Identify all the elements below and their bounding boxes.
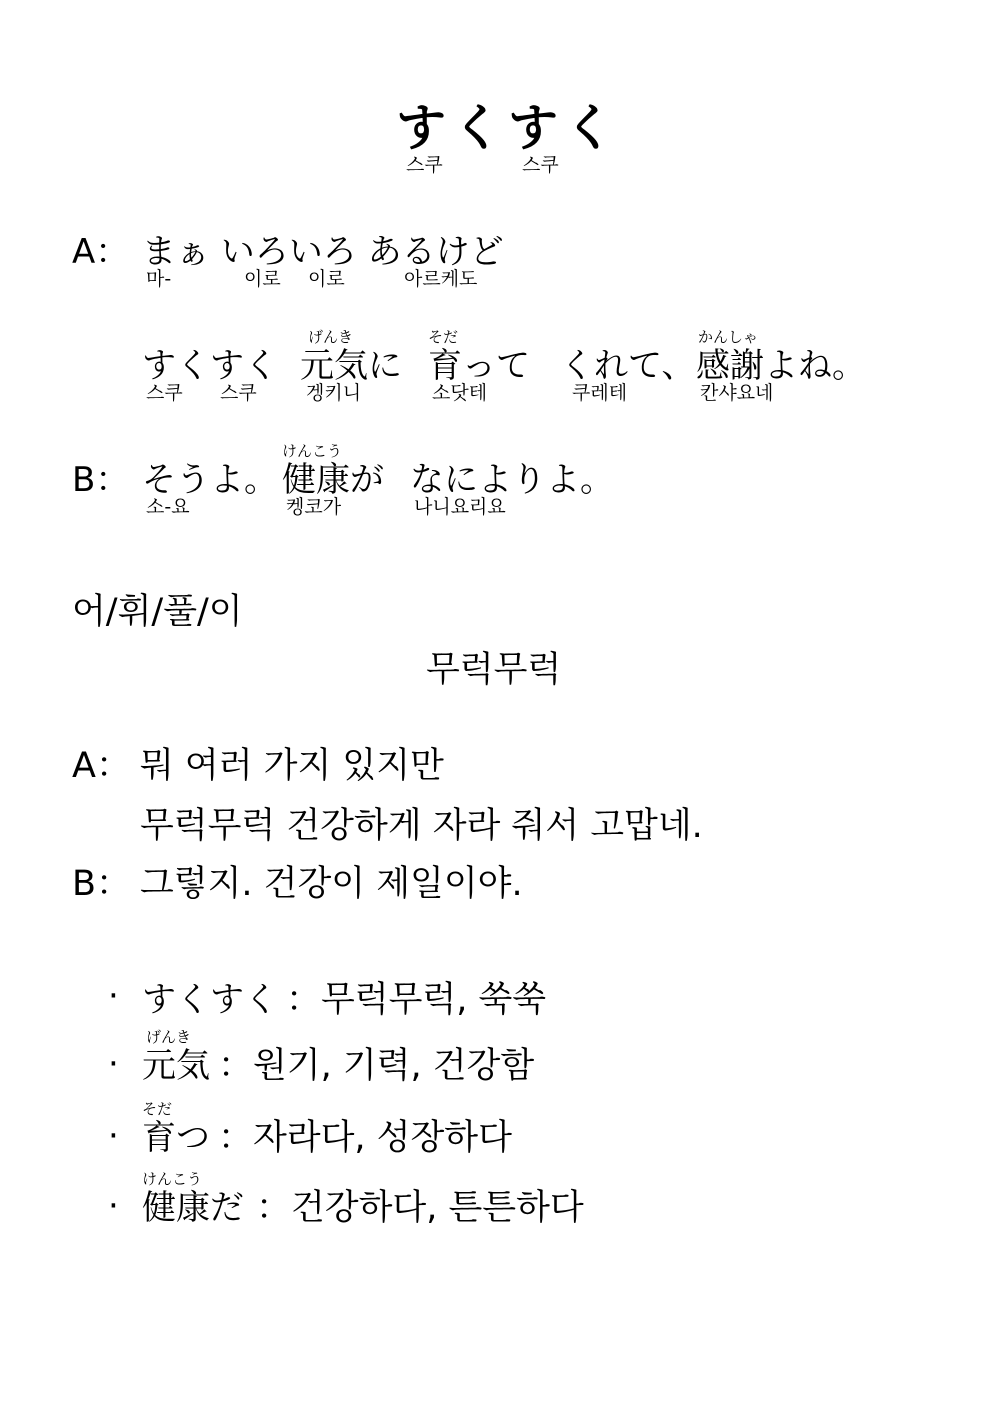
furigana: けんこう [282,442,343,460]
reading: 스쿠 [220,382,257,404]
vocab-meaning: ：자라다, 성장하다 [218,1118,512,1158]
translation-b-line1: 그렇지. 건강이 제일이야. [140,864,523,904]
bullet: · [108,1186,119,1226]
vocab-word: すくすく [142,980,278,1020]
dialogue-b-part: が [350,460,384,500]
reading: 겡키니 [306,382,362,404]
speaker-a-label: A： [72,232,130,272]
translation-title: 무럭무럭 [426,650,562,690]
vocab-word: 元気 [142,1046,210,1086]
bullet: · [108,976,119,1016]
vocab-meaning: ：원기, 기력, 건강함 [218,1046,535,1086]
reading: 소-요 [146,496,190,518]
vocab-word: 健康だ [142,1188,244,1228]
dialogue-a-line2-part: に [368,346,402,386]
furigana: そだ [142,1100,173,1118]
reading: 이로 [244,268,281,290]
translation-a-line1: 뭐 여러 가지 있지만 [140,746,444,786]
reading: 이로 [308,268,345,290]
reading: 쿠레테 [572,382,628,404]
speaker-a-label: A： [72,746,131,786]
reading: 마- [146,268,172,290]
vocab-word: 育つ [142,1118,210,1158]
dialogue-b-part: なによりよ。 [410,460,614,500]
dialogue-a-line2-part: 元気 [300,346,368,386]
speaker-b-label: B： [72,864,132,904]
reading: 켕코가 [286,496,342,518]
vocab-meaning: ：건강하다, 튼튼하다 [256,1188,584,1228]
dialogue-b-part: 健康 [282,460,350,500]
reading: 스쿠 [146,382,183,404]
dialogue-a-line2-part: 育 [428,346,462,386]
dialogue-a-line2-part: 感謝 [696,346,764,386]
speaker-b-label: B： [72,460,130,500]
section-heading: 어/휘/풀/이 [72,592,243,632]
furigana: げんき [308,328,354,346]
bullet: · [108,1044,119,1084]
bullet: · [108,1116,119,1156]
page-title: すくすく [396,99,620,157]
furigana: げんき [146,1028,192,1046]
dialogue-b-part: そうよ。 [142,460,278,500]
dialogue-a-line2-part: って [462,346,530,386]
reading: 칸샤요네 [700,382,774,404]
dialogue-a-line1: まぁ いろいろ あるけど [142,232,504,272]
furigana: けんこう [142,1170,203,1188]
furigana: そだ [428,328,459,346]
dialogue-a-line2-part: よね。 [764,346,866,386]
reading: 소닷테 [432,382,488,404]
dialogue-a-line2-part: すくすく [142,346,278,386]
furigana: かんしゃ [698,328,759,346]
title-reading: 스쿠 [522,154,559,176]
dialogue-a-line2-part: くれて、 [560,346,696,386]
vocab-meaning: ：무럭무럭, 쑥쑥 [286,980,547,1020]
translation-a-line2: 무럭무럭 건강하게 자라 줘서 고맙네. [140,806,703,846]
reading: 아르케도 [404,268,478,290]
reading: 나니요리요 [414,496,506,518]
title-reading: 스쿠 [406,154,443,176]
